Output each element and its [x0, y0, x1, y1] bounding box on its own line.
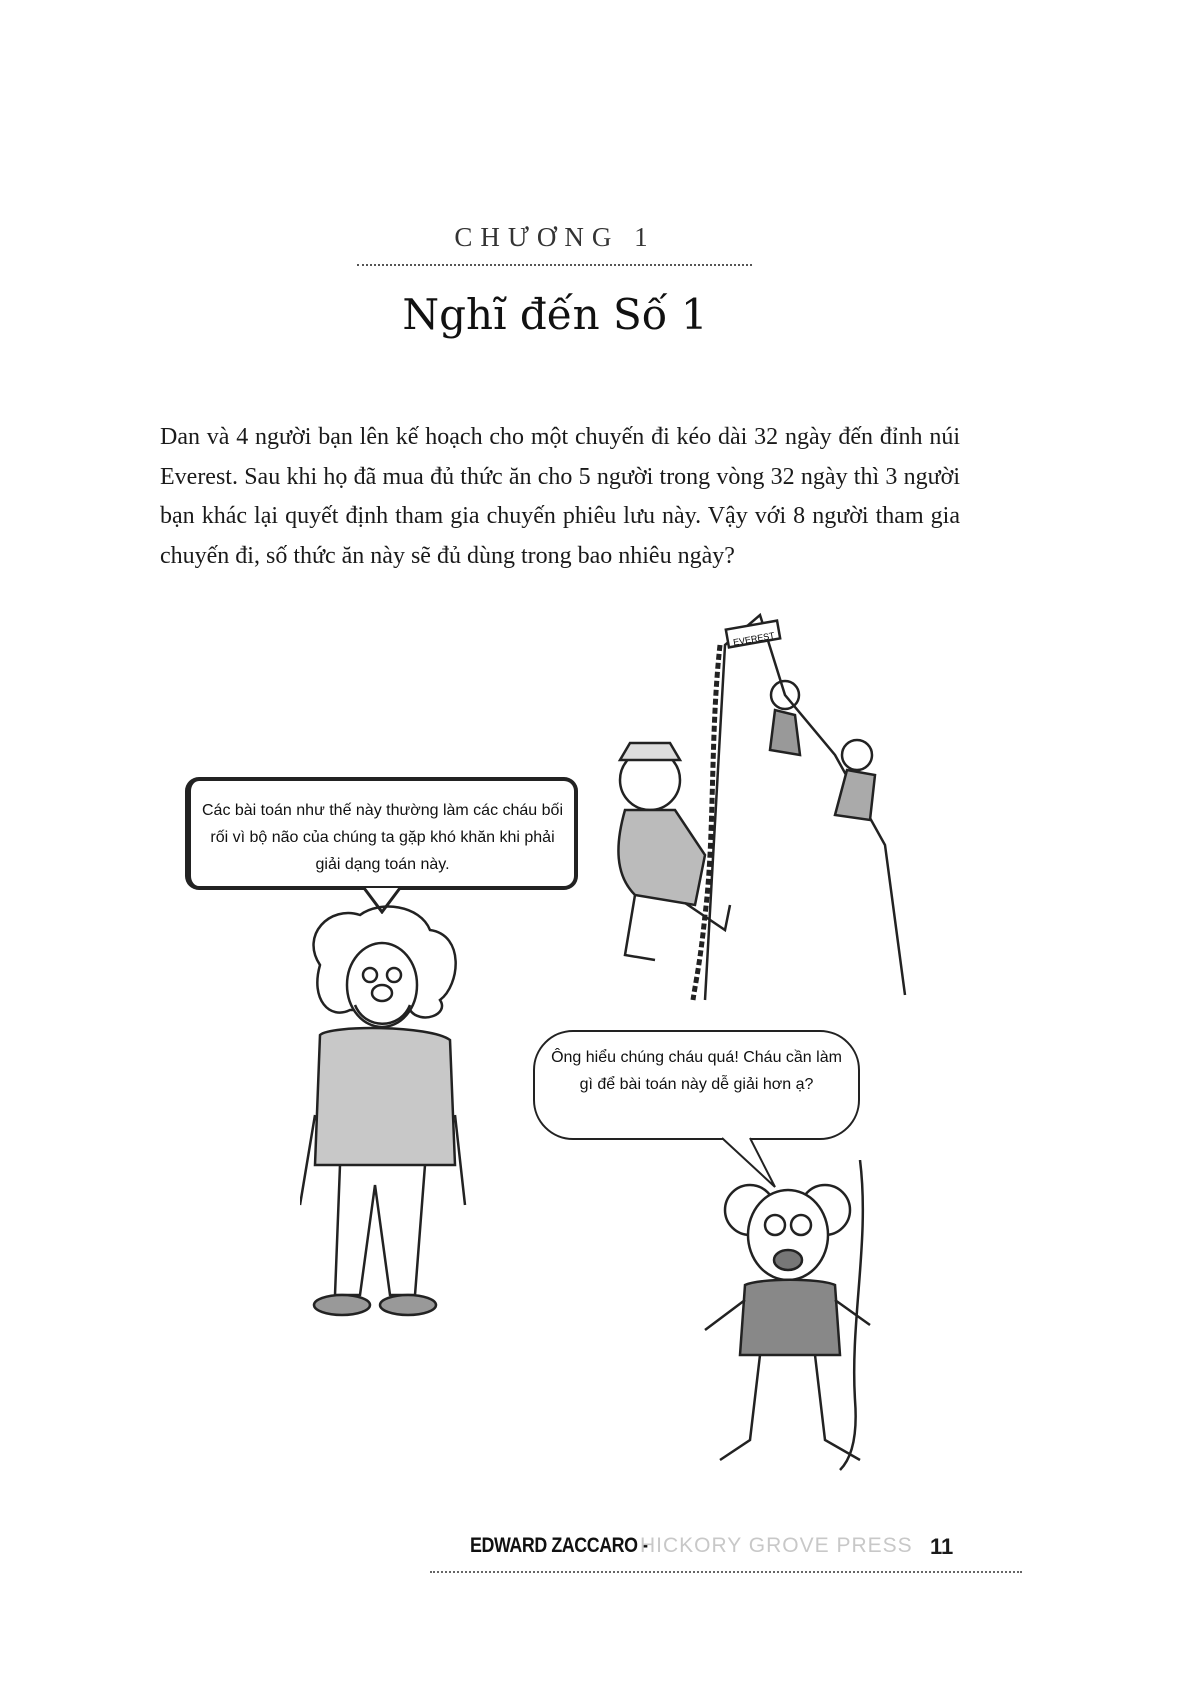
page-number: 11 [930, 1534, 954, 1559]
mouse-speech-bubble: Ông hiểu chúng cháu quá! Cháu cần làm gì để bài toán này dễ giải hơn ạ? [533, 1030, 860, 1140]
climbers-illustration [585, 585, 915, 1005]
professor-speech-bubble: Các bài toán như thế này thường làm các cháu bối rối vì bộ não của chúng ta gặp khó khăn khi phải giải dạng toán này. [185, 777, 578, 890]
chapter-label: CHƯƠNG 1 [454, 222, 656, 252]
problem-text: Dan và 4 người bạn lên kế hoạch cho một chuyến đi kéo dài 32 ngày đến đỉnh núi Everest. Sau khi họ đã mua đủ thức ăn cho 5 người trong vòng 32 ngày thì 3 người bạn khác lại quyết định tham gia chuyến phiêu lưu này. Vậy với 8 người tham gia chuyến đi, số thức ăn này sẽ đủ dùng trong bao nhiêu ngày? [160, 424, 960, 569]
mouse-illustration [700, 1160, 880, 1475]
everest-sign: EVEREST [732, 630, 776, 648]
footer-divider [430, 1571, 1022, 1573]
footer [470, 1534, 960, 1558]
chapter-divider [357, 264, 752, 266]
chapter-title: Nghĩ đến Số 1 [402, 290, 708, 339]
footer-press: HICKORY GROVE PRESS [640, 1534, 913, 1557]
footer-author: EDWARD ZACCARO - [470, 1534, 648, 1557]
professor-illustration [300, 905, 470, 1330]
